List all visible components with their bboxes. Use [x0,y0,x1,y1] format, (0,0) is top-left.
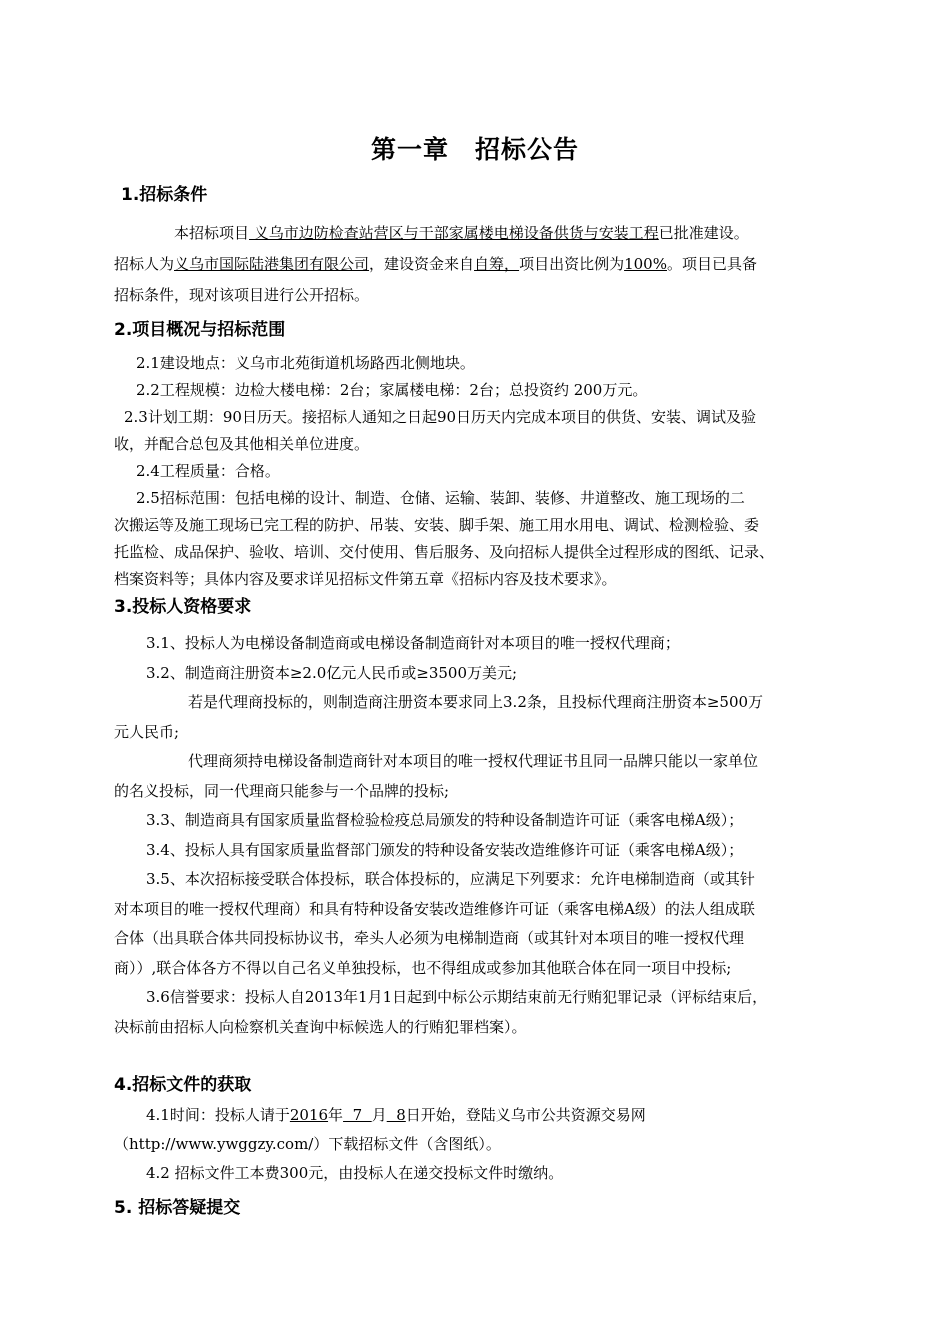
s4-text: 年 [328,1106,344,1124]
s2-item-2-4: 2.4工程质量：合格。 [136,462,280,480]
section-5-heading: 5. 招标答疑提交 [114,1198,241,1218]
s3-item-3-5-line-1: 3.5、本次招标接受联合体投标，联合体投标的，应满足下列要求：允许电梯制造商（或其针 [146,870,755,888]
section-4-heading: 4.招标文件的获取 [114,1075,252,1095]
s1-line-1 [114,220,844,247]
start-year: 2016 [289,1106,329,1124]
s1-text: 招标人为 [114,255,175,273]
s3-item-3-6-line-1: 3.6信誉要求：投标人自2013年1月1日起到中标公示期结束前无行贿犯罪记录（评标结束后， [146,988,768,1006]
s3-agent-capital-line-2: 元人民币; [114,722,180,741]
section-1-heading: 1.招标条件 [121,185,208,205]
s3-item-3-2: 3.2、制造商注册资本≥2.0亿元人民币或≥3500万美元; [146,663,518,682]
s2-item-2-5-line-3: 托监检、成品保护、验收、培训、交付使用、售后服务、及向招标人提供全过程形成的图纸、记录、 [114,543,775,561]
section-2-heading: 2.项目概况与招标范围 [114,320,286,340]
s4-item-4-1-line-2: （http://www.ywggzy.com/）下载招标文件（含图纸）。 [114,1135,501,1153]
s2-item-2-2: 2.2工程规模：边检大楼电梯：2台；家属楼电梯：2台；总投资约 200万元。 [136,381,648,399]
s3-item-3-3: 3.3、制造商具有国家质量监督检验检疫总局颁发的特种设备制造许可证（乘客电梯A级）； [146,811,744,829]
s1-text: 已批准建设。 [658,224,749,242]
s4-item-4-2: 4.2 招标文件工本费300元，由投标人在递交投标文件时缴纳。 [146,1164,564,1182]
project-name: 义乌市边防检查站营区与干部家属楼电梯设备供货与安装工程 [249,224,659,242]
start-month: 7 [343,1106,372,1124]
s4-text: 4.1时间：投标人请于 [146,1106,290,1124]
s3-agent-cert-line-1: 代理商须持电梯设备制造商针对本项目的唯一授权代理证书且同一品牌只能以一家单位 [188,752,759,770]
section-2-body [114,350,844,593]
s3-item-3-4: 3.4、投标人具有国家质量监督部门颁发的特种设备安装改造维修许可证（乘客电梯A级）； [146,840,744,859]
tenderer-name: 义乌市国际陆港集团有限公司 [174,255,370,273]
start-day: 8 [386,1106,406,1124]
chapter-title [0,130,950,166]
s3-item-3-6-line-2: 决标前由招标人向检察机关查询中标候选人的行贿犯罪档案）。 [114,1017,527,1036]
s4-text: 日开始，登陆义乌市公共资源交易网 [405,1106,646,1124]
s1-line-3: 招标条件，现对该项目进行公开招标。 [114,286,370,304]
chapter-name: 招标公告 [475,135,580,164]
s2-item-2-1: 2.1建设地点：义乌市北苑街道机场路西北侧地块。 [136,354,475,372]
s3-item-3-5-line-3: 合体（出具联合体共同投标协议书，牵头人必须为电梯制造商（或其针对本项目的唯一授权代理 [114,929,745,947]
s3-item-3-5-line-2: 对本项目的唯一授权代理商）和具有特种设备安装改造维修许可证（乘客电梯A级）的法人组成联 [114,899,755,918]
section-3-body [114,629,844,1042]
section-4-body [114,1101,844,1188]
section-3-heading: 3.投标人资格要求 [114,597,252,617]
fund-source: 自筹， [474,255,520,273]
s2-item-2-5-line-1: 2.5招标范围：包括电梯的设计、制造、仓储、运输、装卸、装修、井道整改、施工现场的二 [136,489,745,507]
s4-text: 月 [371,1106,387,1124]
s2-item-2-3-line-1: 2.3计划工期：90日历天。接招标人通知之日起90日历天内完成本项目的供货、安装、调试及验 [124,408,757,426]
s2-item-2-5-line-2: 次搬运等及施工现场已完工程的防护、吊装、安装、脚手架、施工用水用电、调试、检测检验、委 [114,516,760,534]
s3-agent-capital-line-1: 若是代理商投标的，则制造商注册资本要求同上3.2条，且投标代理商注册资本≥500万 [188,693,764,711]
s1-text: 。项目已具备 [666,255,757,273]
chapter-number: 第一章 [370,135,449,164]
s3-item-3-5-line-4: 商））,联合体各方不得以自己名义单独投标，也不得组成或参加其他联合体在同一项目中投标; [114,958,732,977]
s1-line-2 [114,251,844,278]
s2-item-2-3-line-2: 收，并配合总包及其他相关单位进度。 [114,435,370,453]
s4-item-4-1-line-1 [114,1101,844,1130]
s2-item-2-5-line-4: 档案资料等；具体内容及要求详见招标文件第五章《招标内容及技术要求》。 [114,570,617,588]
section-1-body [114,220,844,309]
s3-item-3-1: 3.1、投标人为电梯设备制造商或电梯设备制造商针对本项目的唯一授权代理商； [146,634,680,652]
s1-text: 本招标项目 [174,224,250,242]
s1-text: ，建设资金来自 [369,255,475,273]
fund-ratio: 100% [624,255,667,273]
s1-text: 项目出资比例为 [519,255,625,273]
s3-agent-cert-line-2: 的名义投标，同一代理商只能参与一个品牌的投标; [114,781,450,800]
